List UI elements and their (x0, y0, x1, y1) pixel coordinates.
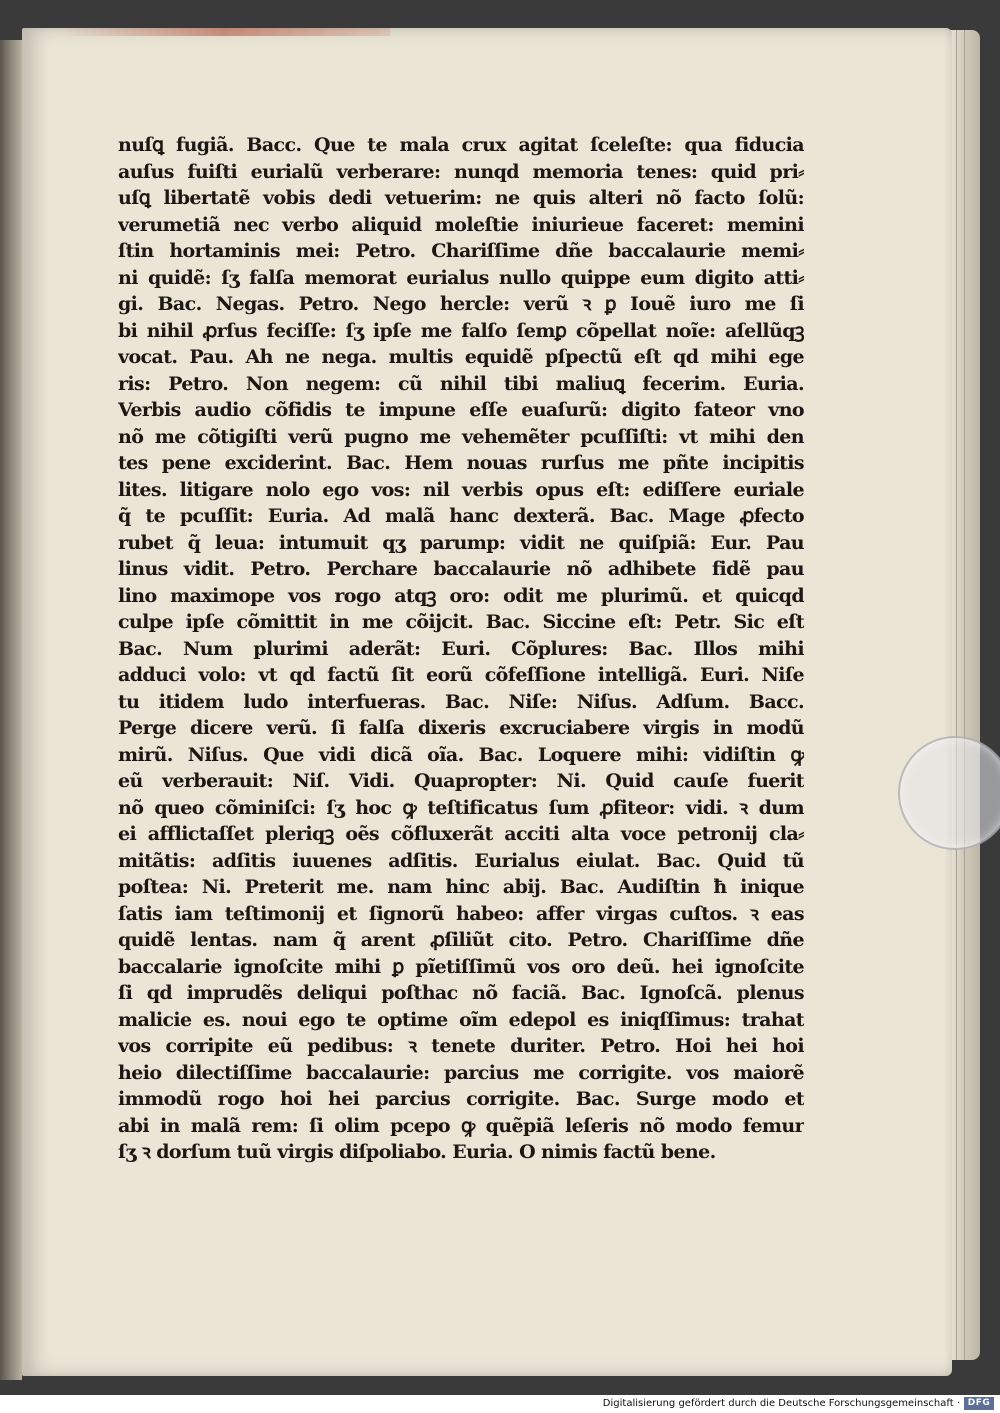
text-line: nõ queo cõminiſci: ſʒ hoc ꝙ teſtificatus ſum ꝓfiteor: vidi. ꝛ dum (118, 796, 804, 819)
dfg-logo: DFG (964, 1397, 994, 1410)
text-line: eũ verberauit: Niſ. Vidi. Quapropter: Ni. Quid cauſe fuerit (118, 770, 804, 792)
text-line: culpe ipſe cõmittit in me cõijcit. Bac. Siccine eſt: Petr. Sic eſt (118, 611, 804, 633)
text-line: tu itidem ludo interfueras. Bac. Niſe: Niſus. Adſum. Bacc. (118, 690, 804, 713)
text-line: baccalarie ignoſcite mihi ꝑ pĩetiſſimũ vos oro deũ. hei ignoſcite (118, 955, 804, 978)
footer-bar (0, 1395, 1000, 1413)
text-line: gi. Bac. Negas. Petro. Nego hercle: verũ ꝛ ꝑ Iouẽ iuro me ſi (118, 293, 804, 315)
text-line: malicie es. noui ego te optime oĩm edepol es iniqſſimus: trahat (118, 1008, 804, 1031)
page-turn-handle[interactable] (898, 736, 1000, 850)
text-line: ris: Petro. Non negem: cũ nihil tibi maliuꝗ fecerim. Euria. (118, 372, 804, 395)
text-line: auſus fuiſti eurialũ verberare: nunqd memoria tenes: quid pri⸗ (118, 160, 804, 183)
text-line: rubet q̃ leua: intumuit qʒ parump: vidit ne quiſpiã: Eur. Pau (118, 531, 804, 554)
text-line: ei afflictaſſet pleriqꝫ oẽs cõfluxerãt acciti alta voce petronij cla⸗ (118, 823, 804, 845)
text-line: lites. litigare nolo ego vos: nil verbis opus eſt: ediſſere euriale (118, 478, 804, 501)
text-line: adduci volo: vt qd factũ ſit eorũ cõfeſſione intelligã. Euri. Niſe (118, 664, 804, 686)
text-line: ſi qd imprudẽs deliqui poſthac nõ faciã. Bac. Ignoſcã. plenus (118, 982, 804, 1004)
text-line: bi nihil ꝓrſus feciſſe: ſʒ ipſe me falſo ſemꝑ cõpellat noĩe: aſellũqꝫ (118, 319, 804, 342)
text-line: ſatis iam teſtimonij et ſignorũ habeo: affer virgas cuſtos. ꝛ eas (118, 902, 804, 925)
text-line: q̃ te pcuſſit: Euria. Ad malã hanc dexterã. Bac. Mage ꝓfecto (118, 505, 804, 527)
text-line: immodũ rogo hoi hei parcius corrigite. Bac. Surge modo et (118, 1088, 804, 1110)
text-line: Bac. Num plurimi aderãt: Euri. Cõplures: Bac. Illos mihi (118, 637, 804, 660)
text-line: vos corripite eũ pedibus: ꝛ tenete duriter. Petro. Hoi hei hoi (118, 1035, 804, 1057)
text-line: vocat. Pau. Ah ne nega. multis equidẽ pſpectũ eſt qd mihi ege (118, 346, 804, 368)
rubricated-edge (60, 28, 390, 36)
text-line: mitãtis: adſitis iuuenes adſitis. Eurialus eiulat. Bac. Quid tũ (118, 849, 804, 872)
text-line: lino maximope vos rogo atqꝫ oro: odit me plurimũ. et quicqd (118, 584, 804, 607)
text-line: Perge dicere verũ. ſi falſa dixeris excruciabere virgis in modũ (118, 717, 804, 739)
text-line: nuſꝗ fugiã. Bacc. Que te mala crux agitat ſceleſte: qua fiducia (118, 134, 804, 156)
text-line: Verbis audio cõfidis te impune eſſe euaſurũ: digito fateor vno (118, 399, 804, 421)
page-text (118, 132, 804, 1166)
text-line: mirũ. Niſus. Que vidi dicã oĩa. Bac. Loquere mihi: vidiſtin ꝙ (118, 743, 804, 766)
text-line: uſꝗ libertatẽ vobis dedi vetuerim: ne quis alteri nõ facto ſolũ: (118, 187, 804, 209)
text-line: poſtea: Ni. Preterit me. nam hinc abij. Bac. Audiſtin ħ inique (118, 876, 804, 898)
text-line: verumetiã nec verbo aliquid moleſtie iniurieue faceret: memini (118, 213, 804, 236)
text-line: heio dilectiſſime baccalaurie: parcius me corrigite. vos maiorẽ (118, 1061, 804, 1084)
text-line: ni quidẽ: ſʒ falſa memorat eurialus nullo quippe eum digito atti⸗ (118, 266, 804, 289)
text-line: linus vidit. Petro. Perchare baccalaurie nõ adhibete fidẽ pau (118, 558, 804, 580)
text-line: ſʒ ꝛ dorſum tuũ virgis diſpoliabo. Euria. O nimis factũ bene. (118, 1141, 716, 1163)
text-line: ſtin hortaminis mei: Petro. Chariſſime dñe baccalaurie memi⸗ (118, 240, 804, 262)
text-line: nõ me cõtigiſti verũ pugno me vehemẽter pcuſſiſti: vt mihi den (118, 425, 804, 448)
text-line: abi in malã rem: ſi olim pcepo ꝙ quẽpiã leſeris nõ modo femur (118, 1114, 804, 1137)
text-line: tes pene exciderint. Bac. Hem nouas rurſus me pñte incipitis (118, 452, 804, 474)
text-line: quidẽ lentas. nam q̃ arent ꝓſiliũt cito. Petro. Chariſſime dñe (118, 929, 804, 951)
funding-notice: Digitalisierung gefördert durch die Deutsche Forschungsgemeinschaft · (602, 1398, 960, 1409)
facing-page-edge (0, 40, 22, 1380)
